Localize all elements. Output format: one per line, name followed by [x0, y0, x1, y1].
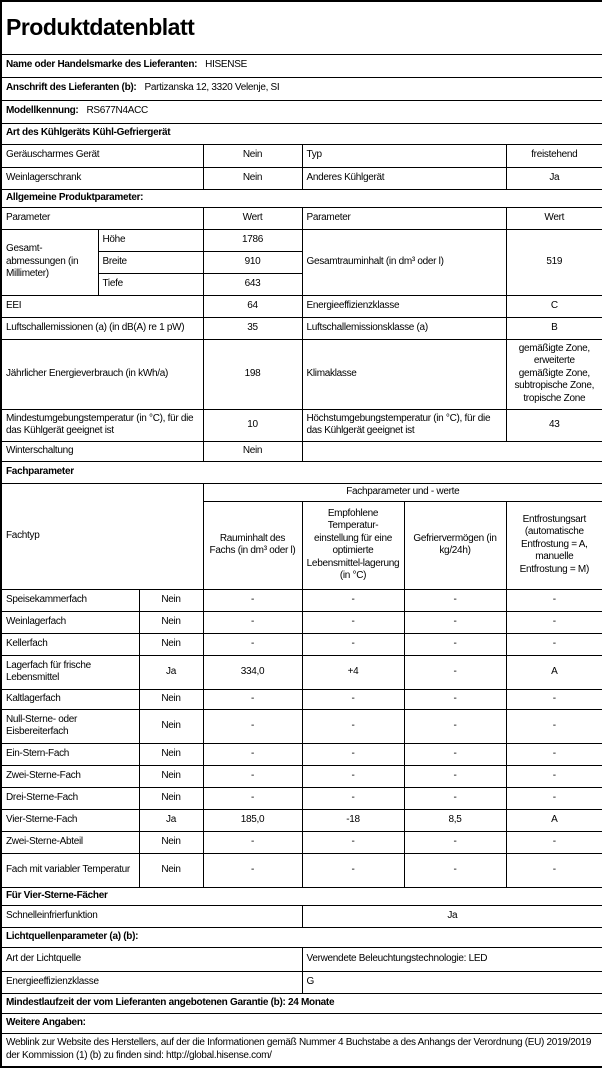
- compartment-row: [1, 809, 602, 831]
- param-label: Höchstumgebungstemperatur (in °C), für die das Kühlgerät geeignet ist: [302, 409, 506, 441]
- weblink-text: Weblink zur Website des Herstellers, auf der die Informationen gemäß Nummer 4 Buchstabe a des Anhangs der Verordnung (EU) 2019/2019 der Kommission (1) (b) zu finden sind: http://global.hisense.com/: [1, 1033, 602, 1067]
- compartment-name: Kellerfach: [1, 633, 139, 655]
- compartment-row: [1, 831, 602, 853]
- compartment-name: Kaltlagerfach: [1, 689, 139, 709]
- warranty-value: 24 Monate: [288, 996, 335, 1008]
- param-label: Energieeffizienzklasse: [1, 971, 302, 993]
- compartment-row: [1, 611, 602, 633]
- table-row: [1, 339, 602, 409]
- compartment-row: [1, 709, 602, 743]
- compartment-capacity: -: [404, 831, 506, 853]
- address-value: Partizanska 12, 3320 Velenje, SI: [144, 82, 280, 94]
- compartment-temp: -: [302, 709, 404, 743]
- compartment-temp: -: [302, 787, 404, 809]
- compartment-volume: -: [203, 611, 302, 633]
- section-header: Für Vier-Sterne-Fächer: [1, 887, 602, 905]
- param-value: 198: [203, 339, 302, 409]
- param-value: Ja: [506, 167, 602, 189]
- table-row: [1, 295, 602, 317]
- param-value: B: [506, 317, 602, 339]
- compartment-row: [1, 787, 602, 809]
- page-title: Produktdatenblatt: [1, 1, 602, 54]
- compartment-capacity: -: [404, 655, 506, 689]
- column-header: Wert: [203, 207, 302, 229]
- compartment-present: Nein: [139, 831, 203, 853]
- compartment-capacity: -: [404, 611, 506, 633]
- title-row: [1, 1, 602, 54]
- section-header: Fachparameter: [1, 461, 602, 483]
- compartment-defrost: A: [506, 655, 602, 689]
- compartment-volume: -: [203, 831, 302, 853]
- supplier-cell: [1, 54, 602, 77]
- compartment-present: Nein: [139, 633, 203, 655]
- param-label: Energieeffizienzklasse: [302, 295, 506, 317]
- column-header: Empfohlene Temperatur-einstellung für eine optimierte Lebensmittel-lagerung (in °C): [302, 501, 404, 589]
- compartment-name: Weinlagerfach: [1, 611, 139, 633]
- compartment-temp: -: [302, 689, 404, 709]
- compartment-row: [1, 689, 602, 709]
- compartment-defrost: -: [506, 589, 602, 611]
- compartment-present: Nein: [139, 765, 203, 787]
- warranty-row: [1, 993, 602, 1013]
- compartment-name: Null-Sterne- oder Eisbereiterfach: [1, 709, 139, 743]
- compartment-row: [1, 589, 602, 611]
- table-row: [1, 409, 602, 441]
- compartment-row: [1, 655, 602, 689]
- dimension-value: 643: [203, 273, 302, 295]
- compartment-defrost: -: [506, 633, 602, 655]
- section-header: Weitere Angaben:: [1, 1013, 602, 1033]
- compartment-temp: -: [302, 765, 404, 787]
- section-header-row: [1, 1013, 602, 1033]
- fachtyp-header: Fachtyp: [1, 483, 203, 589]
- compartment-temp: -: [302, 853, 404, 887]
- compartment-present: Nein: [139, 709, 203, 743]
- appliance-type-label: Art des Kühlgeräts: [6, 127, 91, 139]
- compartment-row: [1, 743, 602, 765]
- compartment-present: Nein: [139, 853, 203, 887]
- model-cell: [1, 100, 602, 123]
- param-value: Nein: [203, 144, 302, 167]
- compartment-present: Nein: [139, 611, 203, 633]
- compartment-temp: -: [302, 633, 404, 655]
- table-row: [1, 441, 602, 461]
- section-header-row: [1, 927, 602, 947]
- compartment-capacity: -: [404, 689, 506, 709]
- compartment-name: Ein-Stern-Fach: [1, 743, 139, 765]
- compartment-capacity: -: [404, 765, 506, 787]
- column-header: Parameter: [302, 207, 506, 229]
- param-label: Klimaklasse: [302, 339, 506, 409]
- compartment-defrost: -: [506, 787, 602, 809]
- compartment-volume: -: [203, 689, 302, 709]
- compartment-name: Drei-Sterne-Fach: [1, 787, 139, 809]
- param-value: G: [302, 971, 602, 993]
- compartment-temp: -18: [302, 809, 404, 831]
- address-row: [1, 77, 602, 100]
- compartment-present: Nein: [139, 743, 203, 765]
- param-label: Anderes Kühlgerät: [302, 167, 506, 189]
- compartment-capacity: -: [404, 853, 506, 887]
- dimension-name: Höhe: [98, 229, 203, 251]
- compartment-defrost: -: [506, 743, 602, 765]
- compartment-name: Vier-Sterne-Fach: [1, 809, 139, 831]
- compartment-volume: -: [203, 589, 302, 611]
- section-header-row: [1, 461, 602, 483]
- compartment-capacity: -: [404, 787, 506, 809]
- param-value: Verwendete Beleuchtungstechnologie: LED: [302, 947, 602, 971]
- dimension-name: Tiefe: [98, 273, 203, 295]
- compartment-volume: -: [203, 633, 302, 655]
- compartment-defrost: A: [506, 809, 602, 831]
- address-label: Anschrift des Lieferanten (b):: [6, 82, 137, 94]
- dimension-name: Breite: [98, 251, 203, 273]
- appliance-type-value: Kühl-Gefriergerät: [92, 127, 171, 139]
- compartment-capacity: -: [404, 633, 506, 655]
- supplier-label: Name oder Handelsmarke des Lieferanten:: [6, 59, 198, 71]
- column-header-row: [1, 207, 602, 229]
- compartment-temp: -: [302, 611, 404, 633]
- section-header: Allgemeine Produktparameter:: [1, 189, 602, 207]
- compartment-present: Ja: [139, 809, 203, 831]
- table-row: [1, 905, 602, 927]
- compartment-present: Nein: [139, 589, 203, 611]
- param-label: Luftschallemissionen (a) (in dB(A) re 1 pW): [1, 317, 203, 339]
- param-value: Ja: [302, 905, 602, 927]
- param-label: Art der Lichtquelle: [1, 947, 302, 971]
- compartment-defrost: -: [506, 611, 602, 633]
- compartment-capacity: -: [404, 743, 506, 765]
- dimension-value: 1786: [203, 229, 302, 251]
- param-value: Nein: [203, 167, 302, 189]
- param-label: Typ: [302, 144, 506, 167]
- compartment-volume: -: [203, 853, 302, 887]
- column-header: Entfrostungsart (automatische Entfrostung = A, manuelle Entfrostung = M): [506, 501, 602, 589]
- compartment-present: Nein: [139, 689, 203, 709]
- warranty-label: Mindestlaufzeit der vom Lieferanten angebotenen Garantie (b):: [6, 996, 286, 1008]
- group-header-row: [1, 483, 602, 501]
- compartment-volume: -: [203, 765, 302, 787]
- param-value: 43: [506, 409, 602, 441]
- param-value: C: [506, 295, 602, 317]
- section-header-row: [1, 189, 602, 207]
- warranty-cell: [1, 993, 602, 1013]
- compartment-capacity: -: [404, 709, 506, 743]
- compartment-volume: 185,0: [203, 809, 302, 831]
- compartment-name: Zwei-Sterne-Fach: [1, 765, 139, 787]
- table-row: [1, 167, 602, 189]
- column-header: Wert: [506, 207, 602, 229]
- compartment-temp: -: [302, 589, 404, 611]
- model-label: Modellkennung:: [6, 105, 79, 117]
- supplier-value: HISENSE: [205, 59, 247, 71]
- compartment-row: [1, 765, 602, 787]
- compartment-temp: -: [302, 743, 404, 765]
- compartment-volume: 334,0: [203, 655, 302, 689]
- compartment-defrost: -: [506, 853, 602, 887]
- weblink-row: [1, 1033, 602, 1067]
- supplier-row: [1, 54, 602, 77]
- param-label: Schnelleinfrierfunktion: [1, 905, 302, 927]
- address-cell: [1, 77, 602, 100]
- compartment-row: [1, 853, 602, 887]
- total-volume-label: Gesamtrauminhalt (in dm³ oder l): [302, 229, 506, 295]
- compartment-present: Ja: [139, 655, 203, 689]
- empty-cell: [302, 441, 602, 461]
- dimension-value: 910: [203, 251, 302, 273]
- compartment-name: Fach mit variabler Temperatur: [1, 853, 139, 887]
- compartment-defrost: -: [506, 689, 602, 709]
- dimensions-label: Gesamt-abmessungen (in Millimeter): [1, 229, 98, 295]
- param-label: Jährlicher Energieverbrauch (in kWh/a): [1, 339, 203, 409]
- param-value: Nein: [203, 441, 302, 461]
- compartment-volume: -: [203, 743, 302, 765]
- compartment-defrost: -: [506, 709, 602, 743]
- column-header: Gefriervermögen (in kg/24h): [404, 501, 506, 589]
- appliance-type-row: [1, 123, 602, 144]
- table-row: [1, 947, 602, 971]
- param-label: Weinlagerschrank: [1, 167, 203, 189]
- param-value: 64: [203, 295, 302, 317]
- compartment-capacity: -: [404, 589, 506, 611]
- compartment-present: Nein: [139, 787, 203, 809]
- compartment-temp: -: [302, 831, 404, 853]
- column-header: Parameter: [1, 207, 203, 229]
- param-label: Luftschallemissionsklasse (a): [302, 317, 506, 339]
- param-label: Winterschaltung: [1, 441, 203, 461]
- total-volume-value: 519: [506, 229, 602, 295]
- compartment-temp: +4: [302, 655, 404, 689]
- compartment-volume: -: [203, 787, 302, 809]
- compartment-defrost: -: [506, 765, 602, 787]
- param-value: 10: [203, 409, 302, 441]
- compartment-capacity: 8,5: [404, 809, 506, 831]
- param-value: gemäßigte Zone, erweiterte gemäßigte Zone, subtropische Zone, tropische Zone: [506, 339, 602, 409]
- model-value: RS677N4ACC: [86, 105, 148, 117]
- compartment-name: Speisekammerfach: [1, 589, 139, 611]
- table-row: [1, 317, 602, 339]
- table-row: [1, 971, 602, 993]
- group-header: Fachparameter und - werte: [203, 483, 602, 501]
- column-header: Rauminhalt des Fachs (in dm³ oder l): [203, 501, 302, 589]
- compartment-name: Zwei-Sterne-Abteil: [1, 831, 139, 853]
- param-label: EEI: [1, 295, 203, 317]
- compartment-name: Lagerfach für frische Lebensmittel: [1, 655, 139, 689]
- appliance-type-cell: [1, 123, 602, 144]
- compartment-row: [1, 633, 602, 655]
- section-header-row: [1, 887, 602, 905]
- table-row: [1, 144, 602, 167]
- section-header: Lichtquellenparameter (a) (b):: [1, 927, 602, 947]
- model-row: [1, 100, 602, 123]
- param-value: 35: [203, 317, 302, 339]
- compartment-defrost: -: [506, 831, 602, 853]
- param-label: Mindestumgebungstemperatur (in °C), für die das Kühlgerät geeignet ist: [1, 409, 203, 441]
- param-value: freistehend: [506, 144, 602, 167]
- param-label: Geräuscharmes Gerät: [1, 144, 203, 167]
- dimension-row: [1, 229, 602, 251]
- compartment-volume: -: [203, 709, 302, 743]
